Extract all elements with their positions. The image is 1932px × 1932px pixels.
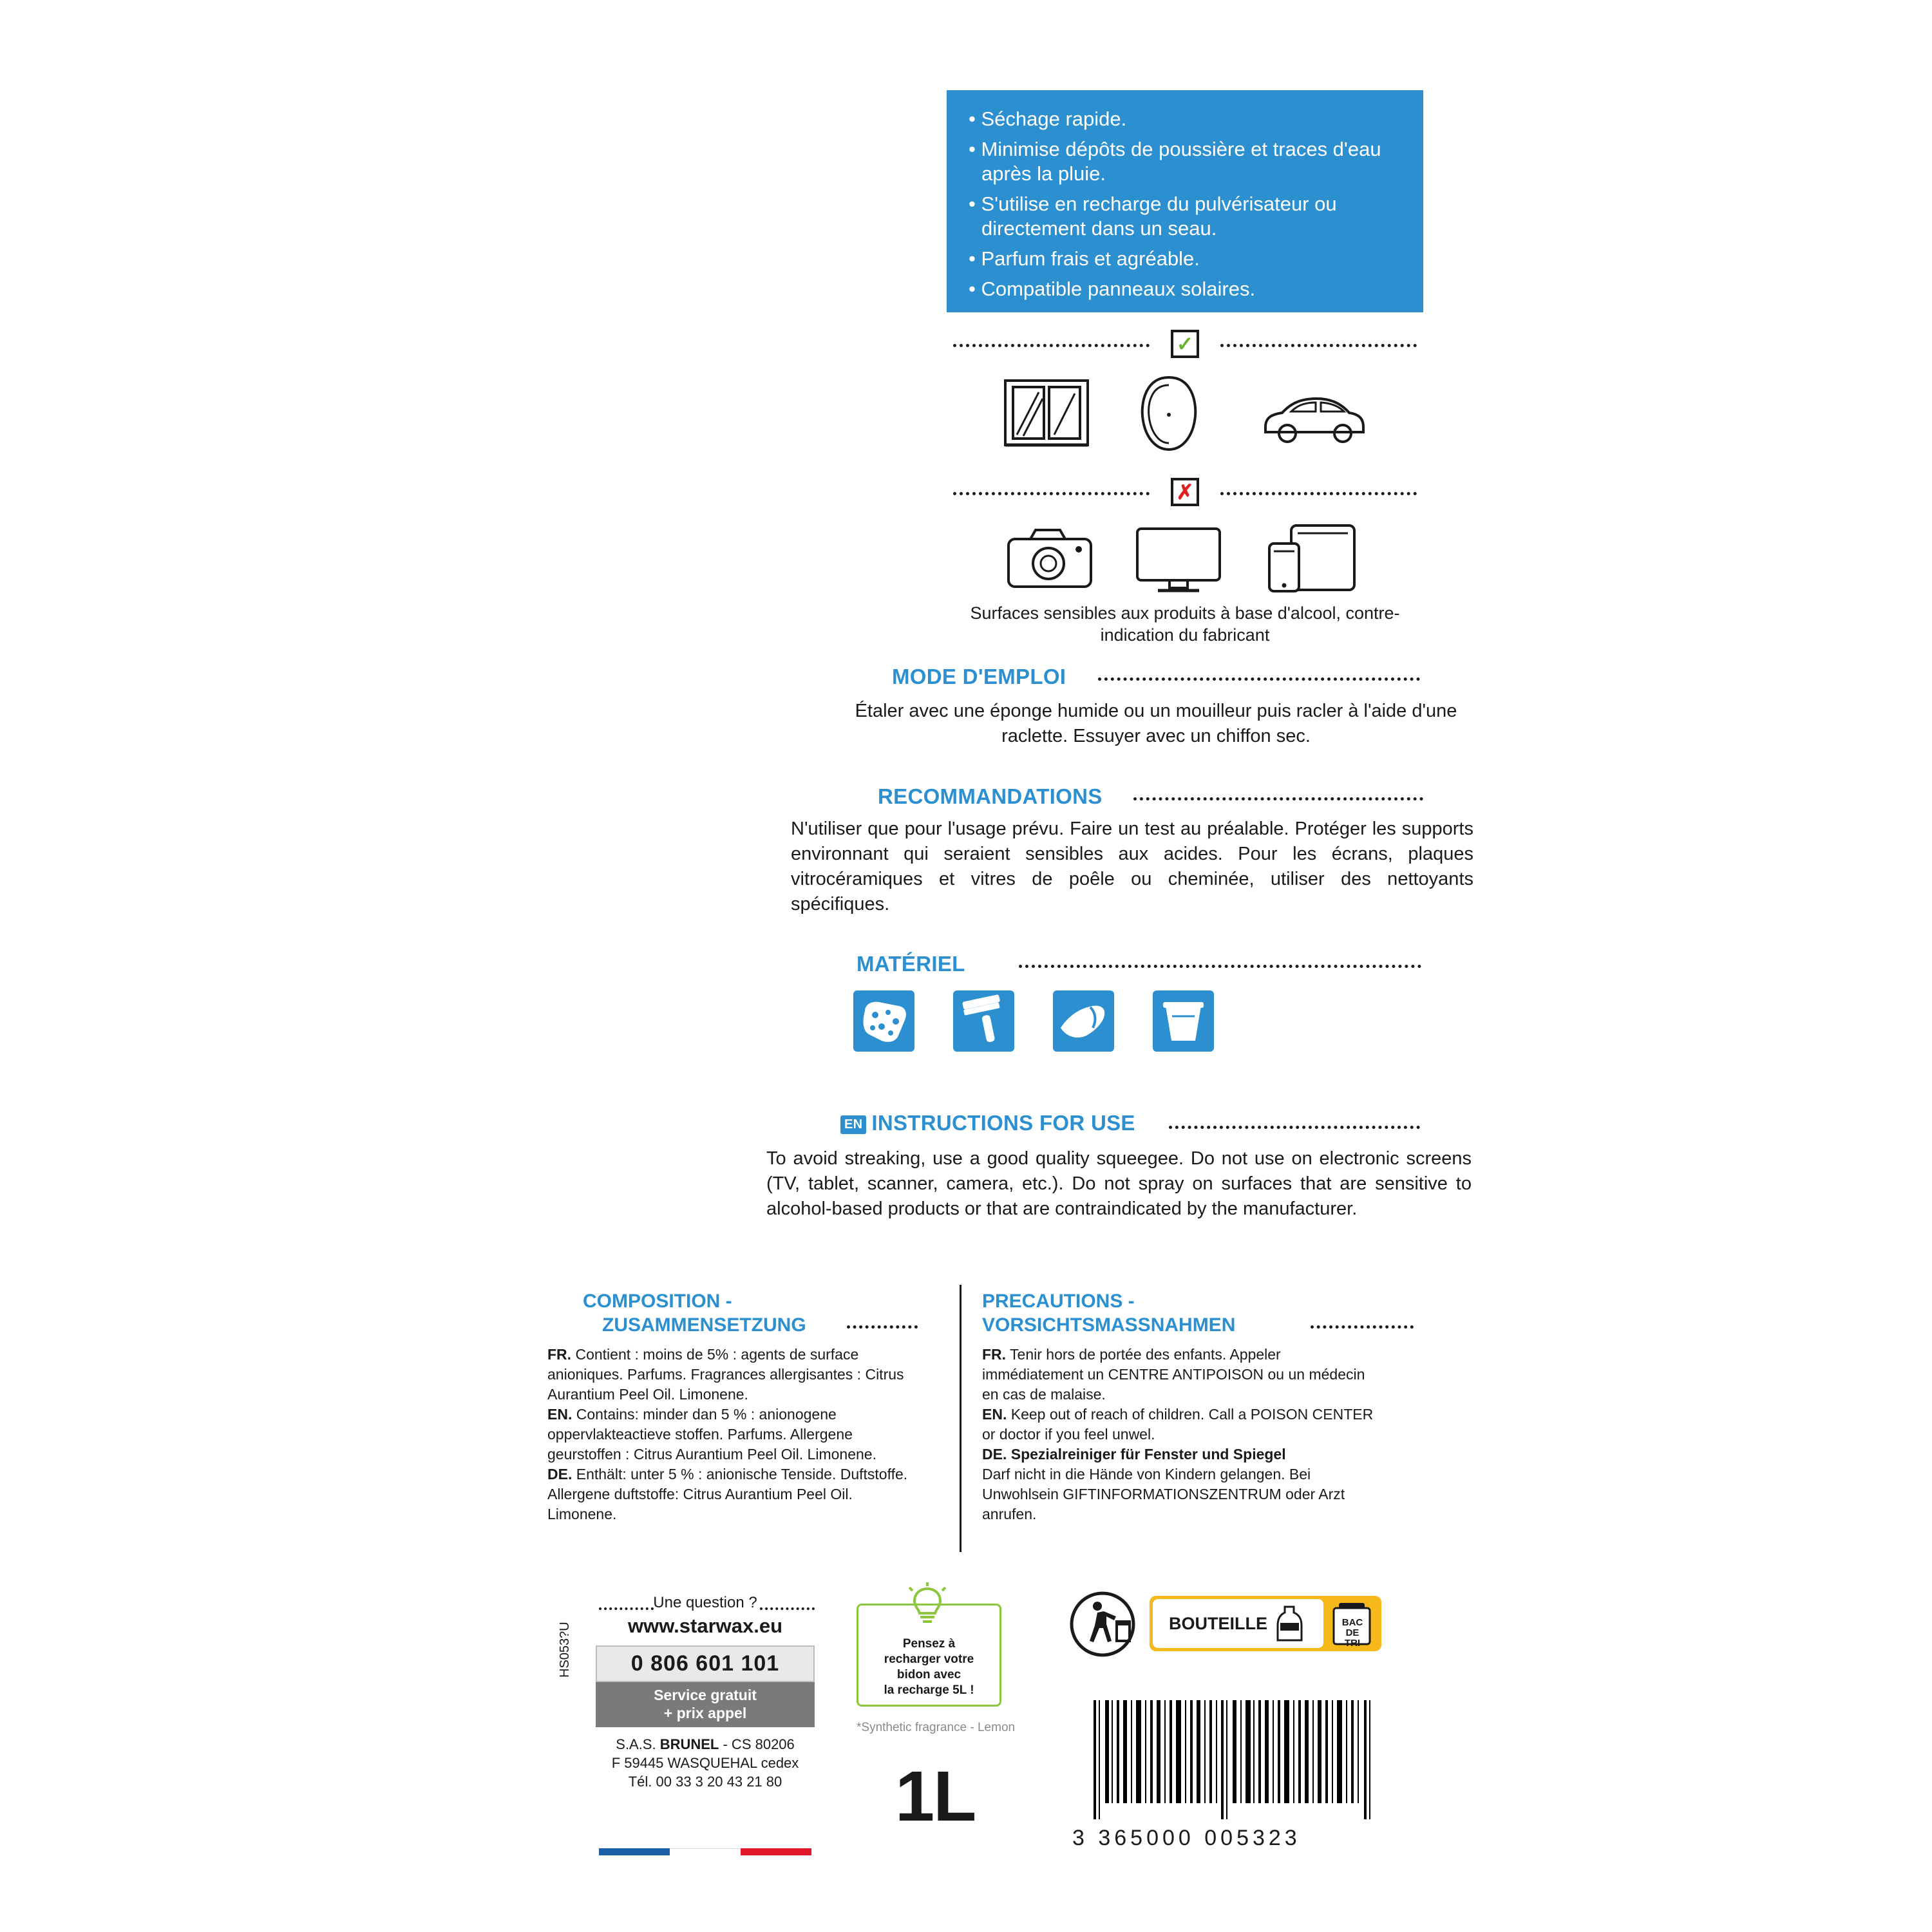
company-name: BRUNEL bbox=[659, 1736, 719, 1752]
composition-en-text: Contains: minder dan 5 % : anionogene oppervlakteactieve stoffen. Parfums. Allergene geurstoffen : Citrus Aurantium Peel Oil. Limonene. bbox=[547, 1406, 876, 1463]
window-icon bbox=[1001, 377, 1092, 454]
squeegee-tile bbox=[953, 990, 1014, 1052]
bottle-icon bbox=[1272, 1605, 1307, 1643]
instructions-en-text: To avoid streaking, use a good quality squeegee. Do not use on electronic screens (TV, tablet, scanner, camera, etc.). Do not spray on surfaces that are sensitive to alcohol-based products or that are contraindicated by the manufacturer. bbox=[766, 1148, 1472, 1219]
precautions-title-line2: VORSICHTSMASSNAHMEN bbox=[982, 1314, 1236, 1336]
bucket-icon bbox=[1153, 990, 1214, 1052]
composition-de-label: DE. bbox=[547, 1466, 573, 1482]
question-label: Une question ? bbox=[653, 1594, 757, 1611]
not-suitable-caption: Surfaces sensibles aux produits à base d'alcool, contre-indication du fabricant bbox=[970, 603, 1400, 645]
precautions-dots bbox=[1311, 1325, 1414, 1329]
cloth-tile bbox=[1053, 990, 1114, 1052]
phone-number: 0 806 601 101 bbox=[596, 1645, 815, 1682]
precautions-body bbox=[982, 1345, 1381, 1524]
refill-line2: recharger votre bbox=[884, 1653, 974, 1666]
sorting-bin-text bbox=[1332, 1618, 1372, 1649]
dotted-line-right bbox=[1220, 492, 1417, 495]
instructions-en-title bbox=[840, 1111, 1135, 1135]
fragrance-note: *Synthetic fragrance - Lemon bbox=[857, 1721, 1016, 1734]
company-address bbox=[596, 1735, 815, 1791]
precautions-title-line1: PRECAUTIONS - bbox=[982, 1291, 1135, 1312]
recommandations-dots bbox=[1133, 797, 1423, 800]
contact-dots-right bbox=[760, 1607, 815, 1610]
refill-line3: bidon avec bbox=[896, 1668, 961, 1681]
benefit-item: • Compatible panneaux solaires. bbox=[969, 277, 1404, 301]
composition-dots bbox=[847, 1325, 918, 1329]
company-line3: Tél. 00 33 3 20 43 21 80 bbox=[628, 1774, 782, 1790]
service-line2: + prix appel bbox=[663, 1705, 747, 1721]
contact-block bbox=[596, 1594, 815, 1791]
recommandations-text: N'utiliser que pour l'usage prévu. Faire un test au préalable. Protéger les supports environnant qui seraient sensibles aux acides. Pour les écrans, plaques vitrocéramiques et vitres de poêle ou cheminée, utiliser des nettoyants spécifiques. bbox=[791, 819, 1473, 914]
composition-fr-text: Contient : moins de 5% : agents de surface anioniques. Parfums. Fragrances allergisantes : Citrus Aurantium Peel Oil. Limonene. bbox=[547, 1346, 904, 1403]
tablet-phone-icon bbox=[1265, 522, 1362, 596]
refill-reminder-box bbox=[857, 1604, 1001, 1707]
materiel-title: MATÉRIEL bbox=[857, 952, 965, 976]
barcode-number: 3 365000 005323 bbox=[1072, 1826, 1301, 1850]
mode-emploi-dots bbox=[1098, 677, 1420, 681]
monitor-icon bbox=[1133, 525, 1224, 596]
dotted-line-left bbox=[953, 492, 1150, 495]
recycling-label: BOUTEILLE bbox=[1169, 1614, 1267, 1633]
cross-badge-icon: ✗ bbox=[1171, 478, 1199, 506]
materiel-dots bbox=[1019, 965, 1421, 968]
composition-body bbox=[547, 1345, 914, 1524]
check-badge-icon: ✓ bbox=[1171, 330, 1199, 358]
instructions-en-label: INSTRUCTIONS FOR USE bbox=[871, 1111, 1135, 1135]
benefits-box bbox=[947, 90, 1423, 312]
precautions-de-text: Darf nicht in die Hände von Kindern gelangen. Bei Unwohlsein GIFTINFORMATIONSZENTRUM oder Arzt anrufen. bbox=[982, 1466, 1345, 1522]
composition-title-line2: ZUSAMMENSETZUNG bbox=[602, 1314, 806, 1336]
composition-fr-label: FR. bbox=[547, 1346, 572, 1363]
benefit-item: • Parfum frais et agréable. bbox=[969, 247, 1404, 271]
suitable-divider bbox=[947, 332, 1423, 355]
composition-de-text: Enthält: unter 5 % : anionische Tenside. Duftstoffe. Allergene duftstoffe: Citrus Aurantium Peel Oil. Limonene. bbox=[547, 1466, 908, 1522]
instructions-en-dots bbox=[1169, 1126, 1420, 1129]
benefit-item: • S'utilise en recharge du pulvérisateur ou directement dans un seau. bbox=[969, 192, 1404, 241]
car-icon bbox=[1259, 390, 1368, 448]
bin-line3: TRI bbox=[1344, 1638, 1361, 1649]
barcode bbox=[1088, 1700, 1391, 1829]
cloth-icon bbox=[1053, 990, 1114, 1052]
mode-emploi-title: MODE D'EMPLOI bbox=[892, 665, 1066, 688]
volume-label: 1L bbox=[895, 1757, 976, 1836]
flag-white bbox=[670, 1848, 741, 1855]
precautions-title bbox=[982, 1289, 1304, 1337]
camera-icon bbox=[1005, 525, 1095, 592]
reference-code: HS053?U bbox=[558, 1622, 572, 1678]
sponge-tile bbox=[853, 990, 914, 1052]
dotted-line-right bbox=[1220, 344, 1417, 347]
bucket-tile bbox=[1153, 990, 1214, 1052]
benefit-item: • Minimise dépôts de poussière et traces d'eau après la pluie. bbox=[969, 137, 1404, 186]
column-divider bbox=[960, 1285, 961, 1552]
composition-title bbox=[583, 1289, 860, 1337]
company-line2: F 59445 WASQUEHAL cedex bbox=[611, 1755, 799, 1771]
throw-in-bin-icon bbox=[1069, 1591, 1137, 1658]
precautions-fr-label: FR. bbox=[982, 1346, 1007, 1363]
refill-line1: Pensez à bbox=[902, 1637, 956, 1651]
refill-line4: la recharge 5L ! bbox=[884, 1683, 974, 1697]
website-link[interactable]: www.starwax.eu bbox=[627, 1615, 783, 1637]
bin-line2: DE bbox=[1345, 1627, 1359, 1638]
precautions-en-text: Keep out of reach of children. Call a POISON CENTER or doctor if you feel unwel. bbox=[982, 1406, 1374, 1443]
precautions-de-bold: Spezialreiniger für Fenster und Spiegel bbox=[1010, 1446, 1286, 1463]
bin-line1: BAC bbox=[1341, 1617, 1363, 1628]
precautions-en-label: EN. bbox=[982, 1406, 1007, 1423]
recommandations-title: RECOMMANDATIONS bbox=[878, 784, 1103, 808]
lang-badge-en: EN bbox=[840, 1115, 866, 1134]
sponge-icon bbox=[853, 990, 914, 1052]
not-suitable-divider bbox=[947, 480, 1423, 504]
dotted-line-left bbox=[953, 344, 1150, 347]
flag-red bbox=[741, 1848, 811, 1855]
flag-blue bbox=[599, 1848, 670, 1855]
benefits-list bbox=[969, 107, 1404, 301]
composition-title-line1: COMPOSITION - bbox=[583, 1291, 732, 1312]
service-free-note bbox=[596, 1682, 815, 1727]
company-line1-a: S.A.S. bbox=[616, 1736, 660, 1752]
composition-en-label: EN. bbox=[547, 1406, 573, 1423]
squeegee-icon bbox=[953, 990, 1014, 1052]
service-line1: Service gratuit bbox=[654, 1687, 757, 1703]
mirror-icon bbox=[1133, 372, 1204, 456]
company-line1-c: - CS 80206 bbox=[719, 1736, 795, 1752]
precautions-de-label: DE. bbox=[982, 1446, 1007, 1463]
mode-emploi-text: Étaler avec une éponge humide ou un mouilleur puis racler à l'aide d'une raclette. Essuyer avec un chiffon sec. bbox=[855, 701, 1457, 746]
benefit-item: • Séchage rapide. bbox=[969, 107, 1404, 131]
contact-dots-left bbox=[599, 1607, 654, 1610]
precautions-fr-text: Tenir hors de portée des enfants. Appeler immédiatement un CENTRE ANTIPOISON ou un médecin en cas de malaise. bbox=[982, 1346, 1365, 1403]
